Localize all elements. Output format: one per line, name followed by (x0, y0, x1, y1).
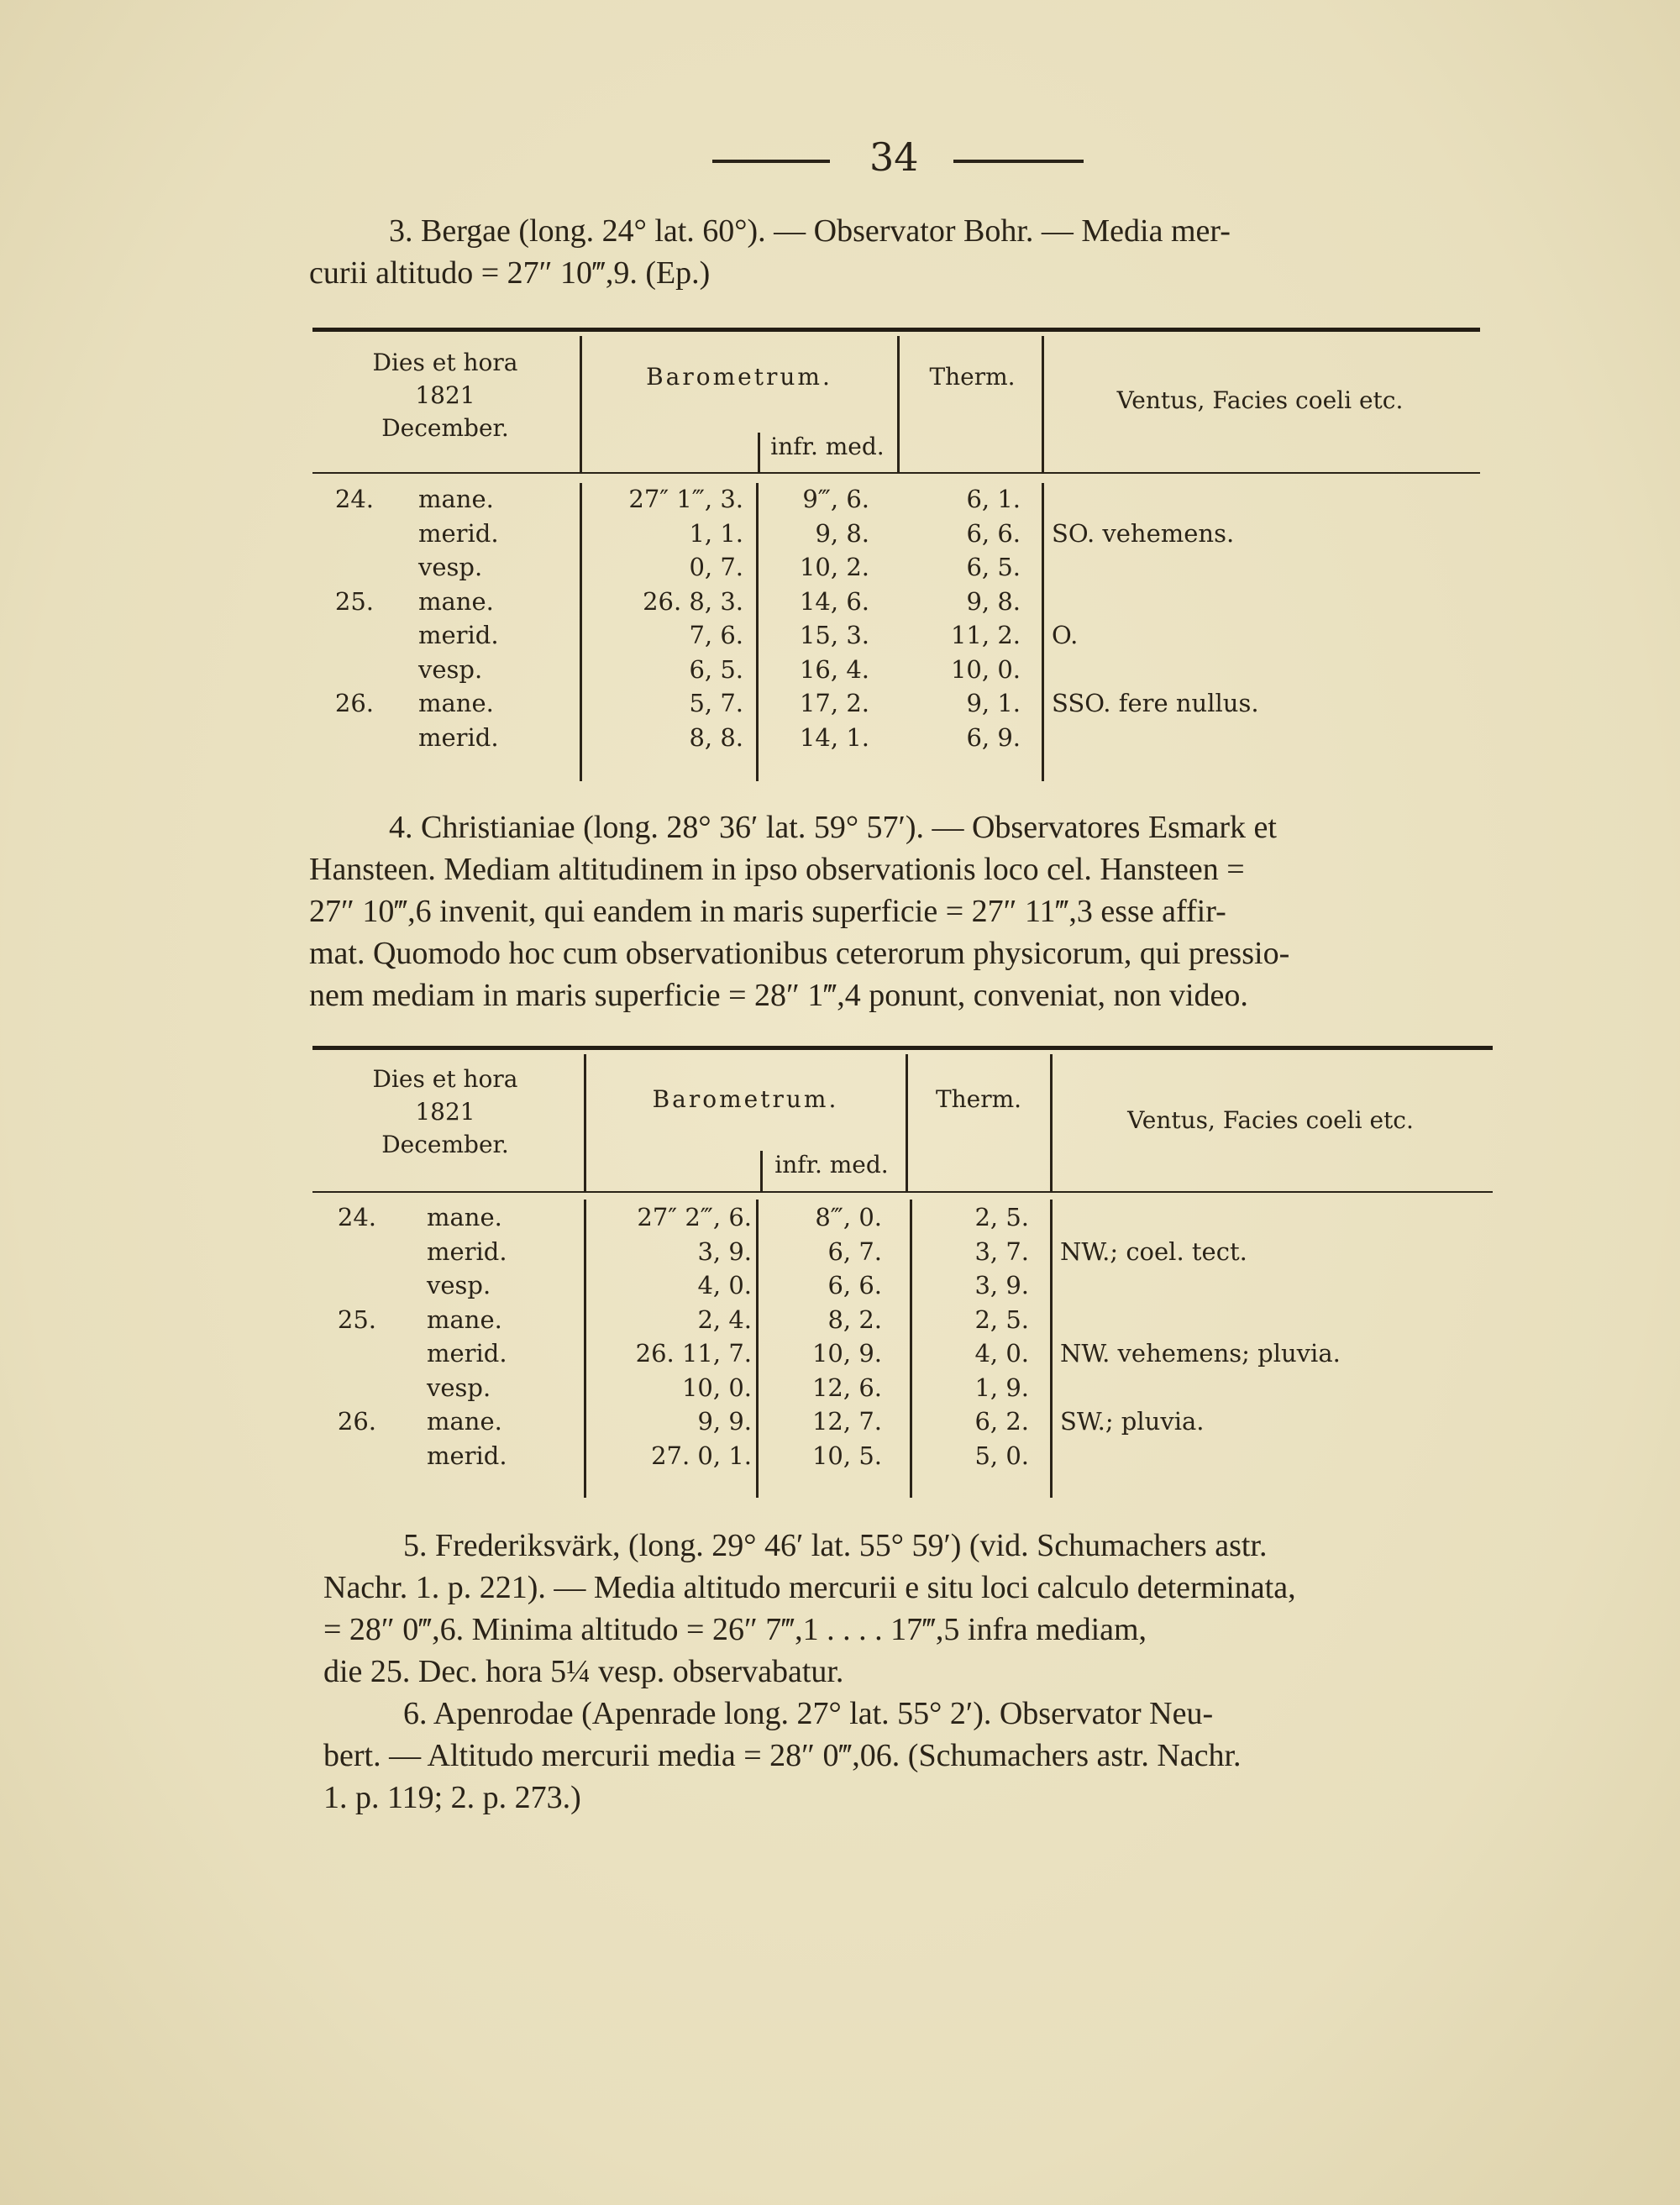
table-divider (756, 483, 759, 781)
cell-therm: 10, 0. (950, 654, 1021, 684)
cell-time: merid. (427, 1236, 507, 1266)
cell-therm: 5, 0. (974, 1441, 1029, 1470)
cell-ventus: SO. vehemens. (1052, 518, 1235, 548)
cell-barometrum: 27. 0, 1. (651, 1441, 752, 1470)
cell-time: mane. (418, 689, 494, 717)
cell-time: mane. (427, 1305, 502, 1334)
cell-therm: 9, 8. (966, 586, 1021, 616)
table-divider (760, 1151, 763, 1191)
section-4-paragraph (309, 806, 1489, 1016)
table-divider (910, 1200, 912, 1498)
cell-infr-med: 14, 1. (799, 722, 869, 752)
cell-day: 24. (337, 1203, 376, 1231)
cell-infr-med: 10, 2. (799, 553, 869, 581)
header-rule-left (712, 160, 830, 163)
header-infr-med: infr. med. (770, 433, 885, 460)
text-line: 1. p. 119; 2. p. 273.) (323, 1780, 581, 1815)
cell-ventus: SSO. fere nullus. (1052, 689, 1259, 717)
cell-barometrum: 6, 5. (689, 654, 743, 684)
cell-time: vesp. (427, 1373, 491, 1402)
table-divider (580, 336, 582, 472)
cell-infr-med: 17, 2. (799, 689, 869, 717)
cell-day: 24. (334, 485, 374, 513)
table-divider (1042, 336, 1044, 472)
table-header-rule (312, 472, 1480, 474)
cell-barometrum: 27″ 1‴, 3. (628, 485, 743, 513)
table-divider (897, 336, 900, 472)
cell-barometrum: 0, 7. (689, 553, 743, 581)
cell-barometrum: 9, 9. (697, 1407, 752, 1436)
table-top-rule (312, 328, 1480, 332)
cell-barometrum: 8, 8. (689, 722, 743, 752)
cell-therm: 6, 6. (966, 518, 1021, 548)
section-6-paragraph (323, 1693, 1499, 1819)
cell-time: merid. (427, 1339, 507, 1368)
page-number: 34 (869, 134, 919, 180)
cell-time: mane. (418, 485, 494, 513)
cell-infr-med: 6, 6. (827, 1271, 882, 1299)
cell-barometrum: 3, 9. (697, 1236, 752, 1266)
cell-therm: 9, 1. (966, 689, 1021, 717)
cell-time: merid. (427, 1441, 507, 1470)
table-top-rule (312, 1046, 1493, 1050)
table-divider (756, 1200, 759, 1498)
text-line: Hansteen. Mediam altitudinem in ipso observationis loco cel. Hansteen = (309, 852, 1245, 887)
text-line: 6. Apenrodae (Apenrade long. 27° lat. 55° 2′). Observator Neu- (403, 1696, 1214, 1731)
cell-infr-med: 12, 6. (811, 1373, 882, 1402)
cell-therm: 6, 2. (974, 1407, 1029, 1436)
cell-therm: 11, 2. (950, 621, 1021, 649)
text-line: die 25. Dec. hora 5¼ vesp. observabatur. (323, 1654, 844, 1689)
header-dies: Dies et hora 1821 December. (372, 349, 518, 442)
header-barometrum: Barometrum. (652, 1085, 839, 1113)
text-line: 27″ 10‴,6 invenit, qui eandem in maris superficie = 27″ 11‴,3 esse affir- (309, 894, 1226, 929)
table-header-rule (312, 1191, 1493, 1193)
cell-infr-med: 6, 7. (827, 1236, 882, 1266)
text-line: 5. Frederiksvärk, (long. 29° 46′ lat. 55° 59′) (vid. Schumachers astr. (403, 1528, 1268, 1563)
text-line: nem mediam in maris superficie = 28″ 1‴,4 ponunt, conveniat, non video. (309, 978, 1248, 1013)
table-divider (1050, 1054, 1053, 1191)
cell-time: mane. (427, 1407, 502, 1436)
text-line: curii altitudo = 27″ 10‴,9. (Ep.) (309, 255, 711, 291)
cell-time: vesp. (418, 553, 483, 581)
cell-infr-med: 8, 2. (827, 1305, 882, 1334)
header-barometrum: Barometrum. (646, 363, 832, 391)
cell-time: merid. (418, 722, 499, 752)
header-therm: Therm. (929, 363, 1016, 391)
cell-barometrum: 5, 7. (689, 689, 743, 717)
header-therm: Therm. (935, 1085, 1022, 1113)
cell-infr-med: 15, 3. (799, 621, 869, 649)
table-divider (584, 1200, 586, 1498)
cell-infr-med: 12, 7. (811, 1407, 882, 1436)
cell-therm: 2, 5. (974, 1203, 1029, 1231)
cell-day: 26. (337, 1407, 376, 1436)
cell-ventus: O. (1052, 621, 1079, 649)
cell-infr-med: 9, 8. (815, 518, 869, 548)
header-infr-med: infr. med. (774, 1151, 889, 1179)
cell-barometrum: 4, 0. (697, 1271, 752, 1299)
cell-infr-med: 16, 4. (799, 654, 869, 684)
cell-ventus: SW.; pluvia. (1060, 1407, 1205, 1436)
cell-barometrum: 1, 1. (689, 518, 743, 548)
cell-therm: 1, 9. (974, 1373, 1029, 1402)
text-line: 3. Bergae (long. 24° lat. 60°). — Observator Bohr. — Media mer- (389, 213, 1231, 249)
cell-therm: 3, 9. (974, 1271, 1029, 1299)
cell-therm: 6, 9. (966, 722, 1021, 752)
cell-barometrum: 7, 6. (689, 621, 743, 649)
cell-therm: 4, 0. (974, 1339, 1029, 1368)
cell-day: 26. (334, 689, 374, 717)
cell-time: mane. (427, 1203, 502, 1231)
header-rule-right (953, 160, 1084, 163)
cell-barometrum: 26. 8, 3. (643, 586, 743, 616)
cell-infr-med: 14, 6. (799, 586, 869, 616)
text-line: = 28″ 0‴,6. Minima altitudo = 26″ 7‴,1 . . . . 17‴,5 infra mediam, (323, 1612, 1147, 1647)
table-divider (584, 1054, 586, 1191)
text-line: 4. Christianiae (long. 28° 36′ lat. 59° 57′). — Observatores Esmark et (389, 810, 1277, 845)
cell-time: mane. (418, 586, 494, 616)
table-divider (1042, 483, 1044, 781)
cell-day: 25. (334, 586, 374, 616)
cell-time: merid. (418, 518, 499, 548)
cell-barometrum: 2, 4. (697, 1305, 752, 1334)
cell-barometrum: 26. 11, 7. (635, 1339, 752, 1368)
text-line: mat. Quomodo hoc cum observationibus ceterorum physicorum, qui pressio- (309, 936, 1290, 971)
cell-barometrum: 27″ 2‴, 6. (637, 1203, 752, 1231)
cell-infr-med: 9‴, 6. (802, 485, 869, 513)
text-line: bert. — Altitudo mercurii media = 28″ 0‴,06. (Schumachers astr. Nachr. (323, 1738, 1242, 1773)
table-divider (906, 1054, 908, 1191)
cell-therm: 6, 1. (966, 485, 1021, 513)
cell-therm: 6, 5. (966, 553, 1021, 581)
cell-therm: 2, 5. (974, 1305, 1029, 1334)
header-ventus: Ventus, Facies coeli etc. (1127, 1106, 1414, 1134)
cell-infr-med: 8‴, 0. (815, 1203, 882, 1231)
table-divider (1050, 1200, 1053, 1498)
page-header (0, 134, 1680, 185)
cell-time: vesp. (418, 654, 483, 684)
cell-ventus: NW. vehemens; pluvia. (1060, 1339, 1341, 1368)
cell-time: vesp. (427, 1271, 491, 1299)
cell-barometrum: 10, 0. (681, 1373, 752, 1402)
cell-time: merid. (418, 621, 499, 649)
header-ventus: Ventus, Facies coeli etc. (1116, 386, 1404, 414)
table-divider (758, 433, 760, 472)
text-line: Nachr. 1. p. 221). — Media altitudo mercurii e situ loci calculo determinata, (323, 1570, 1296, 1605)
cell-therm: 3, 7. (974, 1236, 1029, 1266)
header-dies: Dies et hora 1821 December. (372, 1065, 518, 1158)
table-divider (580, 483, 582, 781)
cell-ventus: NW.; coel. tect. (1060, 1236, 1247, 1266)
cell-infr-med: 10, 5. (811, 1441, 882, 1470)
cell-infr-med: 10, 9. (811, 1339, 882, 1368)
cell-day: 25. (337, 1305, 376, 1334)
section-3-paragraph (309, 210, 1485, 294)
section-5-paragraph (323, 1525, 1499, 1693)
